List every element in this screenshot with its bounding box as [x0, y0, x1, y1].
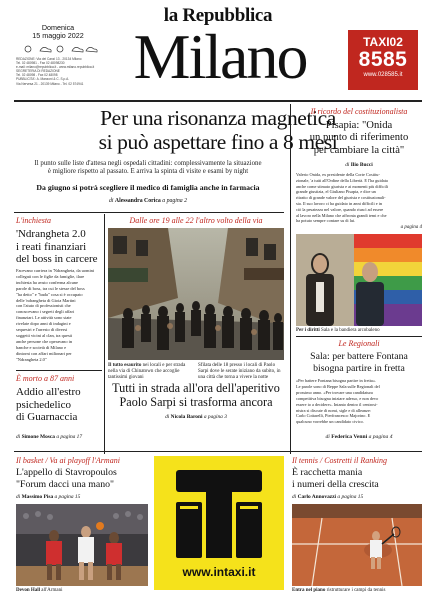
caption-text: Sala e la bandiera arcobaleno — [321, 328, 380, 333]
lead-deck-line: è migliore rispetto al passato. E arriva la spinta di visite e esami by night — [47, 168, 249, 176]
tennis-byline — [292, 494, 422, 500]
right-top-page: a pagina 4 — [400, 225, 422, 230]
left-col-divider — [104, 214, 105, 454]
byline-prefix: di — [16, 494, 21, 500]
byline-prefix: di — [16, 434, 21, 440]
center-headline-line: Paolo Sarpi si trasforma ancora — [119, 395, 273, 409]
lead-deck — [14, 160, 282, 177]
byline-page: a pagina 4 — [368, 434, 393, 440]
caption-bold: Per i diritti — [296, 328, 320, 333]
tennis-caption — [292, 588, 422, 594]
body-line: rivelate dopo anni di indagini e — [16, 321, 71, 327]
body-line: con l'aiuto di professionisti che — [16, 303, 71, 309]
left-body — [16, 268, 102, 363]
center-kicker: Dalle ore 19 alle 22 l'altro volto della via — [129, 216, 263, 225]
body-line: sequestri e l'arresto di diversi — [16, 327, 68, 333]
masthead-rule — [14, 100, 422, 102]
body-line: nistra si discute di nomi, sigle e di alleanze: — [296, 407, 372, 413]
basket-headline-line: L'appello di Stavropoulos — [16, 467, 117, 478]
info-line: e-mail: milano@repubblica.it - www.milano.repubblica.it — [16, 65, 95, 70]
byline-name: Simone Mosca — [21, 434, 55, 440]
tennis-headline-line: È racchetta mania — [292, 467, 363, 478]
weather-icons — [20, 43, 98, 55]
byline-name: Carlo Annovazzi — [297, 494, 337, 500]
right-col-divider — [290, 104, 291, 454]
body-line: "Ndrangheta 2.0" — [16, 356, 47, 362]
body-line: «Per battere Fontana bisogna partire in fretta». — [296, 378, 377, 383]
byline-prefix: di — [292, 494, 297, 500]
obit-byline — [16, 434, 102, 440]
tennis-kicker: Il tennis / Costretti il Ranking — [292, 456, 388, 465]
body-line: inchiesta ha avuto conferma alcune — [16, 279, 78, 285]
body-line: banche e società di Milano e — [16, 344, 67, 350]
basket-headline-line: "Forum dacci una mano" — [16, 478, 115, 490]
info-line: Tel. 02 480981 - Fax 02 48098230 — [16, 61, 65, 66]
right-top-headline[interactable] — [296, 120, 422, 157]
basketball-photo — [16, 504, 148, 586]
center-photo-caption — [108, 363, 192, 381]
taxi-ad-brand: TAXI — [363, 35, 390, 49]
body-line: prossimo anno. «Per trovare una candidatura — [296, 389, 373, 395]
city-title: Milano — [133, 21, 307, 92]
intaxi-url: www.intaxi.it — [182, 565, 256, 579]
lead-byline — [14, 198, 282, 204]
body-line: "ha detto" e "bada" cosa si è occupato — [16, 291, 83, 297]
left-headline-line: 'Ndrangheta 2.0 — [16, 228, 86, 240]
info-line: Tel. 02 48098 - Fax 02 48098 — [16, 73, 58, 78]
obit-headline[interactable] — [16, 386, 102, 424]
right-top-headline-line: un punto di riferimento — [309, 132, 409, 144]
flag-photo-caption — [296, 328, 422, 334]
body-line: essere io a decidere». Intanto dentro il centrosi- — [296, 401, 378, 407]
byline-prefix: di — [165, 414, 170, 420]
street-crowd-photo — [108, 228, 284, 360]
body-line: finanziari. Le attività sono state — [16, 315, 72, 321]
lead-headline-line: Per una risonanza magnetica — [100, 106, 336, 130]
right-mid-body — [296, 378, 422, 425]
basket-byline — [16, 494, 148, 500]
body-line: anche come stimato giurista e ai momenti più difficili — [296, 183, 389, 189]
center-byline — [108, 414, 284, 420]
body-line: delle 'ndrangheta di Gioia Martini — [16, 297, 76, 303]
byline-name: Federica Venni — [331, 434, 368, 440]
bottom-rule — [14, 451, 422, 452]
body-line: conoscevano i segreti degli affari — [16, 309, 75, 315]
taxi-ad-code: 02 — [389, 35, 403, 49]
right-mid-byline — [296, 434, 422, 440]
basket-headline[interactable] — [16, 467, 148, 490]
obit-headline-line: di Guarnaccia — [16, 411, 78, 423]
byline-page: a pagina 2 — [162, 198, 188, 204]
tennis-court-photo — [292, 504, 422, 586]
body-line: zionale, 'a tutti all'Ordine della Libertà. E l'ha guidata — [296, 177, 388, 183]
intaxi-ad[interactable] — [154, 456, 284, 590]
obit-kicker: È morto a 87 anni — [16, 374, 75, 383]
caption-text: all'Armani — [41, 588, 63, 593]
lead-headline-line: si può aspettare fino a 8 mesi — [98, 130, 338, 154]
info-line: PUBBLICITA': A. Manzoni & C. S.p.A. — [16, 77, 70, 82]
byline-prefix: di — [325, 434, 330, 440]
byline-page: a pagina 17 — [56, 434, 83, 440]
body-line: Facevano carriera in 'Ndrangheta, da uomini — [16, 268, 95, 273]
right-mid-headline[interactable] — [296, 351, 422, 375]
info-line: REDAZIONE: Via dei Canzi 13 - 20134 Milano — [16, 57, 82, 61]
date-day: Domenica — [41, 23, 75, 32]
body-line: Carlo Cottarelli, Pierfrancesco Majorino. E — [296, 413, 371, 419]
right-mid-headline-line: bisogna partire in fretta — [313, 362, 405, 374]
byline-name: Nicola Baroni — [170, 414, 203, 420]
byline-prefix: di — [108, 198, 114, 204]
right-top-headline-line: Pisapia: "Onida — [325, 120, 393, 131]
caption-bold: Devon Hall — [16, 588, 41, 593]
right-mid-rule — [296, 336, 422, 337]
body-line: al lavoro nella Milano che affronta grandi temi e che — [296, 212, 387, 218]
tennis-headline[interactable] — [292, 467, 422, 490]
rainbow-flag-photo — [296, 234, 422, 326]
obit-headline-line: psichedelico — [16, 398, 71, 411]
lead-rule — [14, 212, 284, 213]
masthead-info — [16, 57, 110, 86]
left-kicker: L'inchiesta — [16, 216, 52, 225]
body-line: grande giustizia, el Giuliano Pisapia, e dice un — [296, 189, 376, 195]
center-photo-caption-2: Sfilata delle 18 presso i locali di Paolo Sarpi dove le serate iniziano da subito, in una città che torna a vivere la notte — [198, 363, 281, 380]
right-top-kicker: Il ricordo del costituzionalista — [310, 107, 408, 116]
byline-page: a pagina 15 — [54, 494, 81, 500]
caption-bold: Entra nel piano — [292, 588, 326, 593]
right-top-headline-line: per cambiare la città" — [313, 144, 405, 156]
body-line: soggetti vicini al clan, tra questi — [16, 332, 73, 338]
left-headline[interactable] — [16, 228, 102, 266]
body-line: ritratto di grande valore del giurista e costituzionali- — [296, 195, 386, 201]
tennis-headline-line: i numeri della crescita — [292, 478, 379, 490]
lead-deck-line: Il punto sulle liste d'attesa negli ospedali cittadini: complessivamente la situazione — [34, 160, 262, 167]
intaxi-logo-icon — [176, 470, 262, 558]
date-full: 15 maggio 2022 — [32, 31, 84, 41]
lead-subhead[interactable]: Da giugno si potrà scegliere il medico di famiglia anche in farmacia — [36, 183, 260, 192]
body-line: competitiva bisogna iniziare adesso, e non devo — [296, 395, 379, 401]
basket-caption — [16, 588, 148, 594]
left-headline-line: del boss in carcere — [16, 253, 98, 265]
byline-page: a pagina 3 — [203, 414, 227, 420]
left-rule — [16, 370, 102, 371]
brand-logo: la Repubblica — [163, 5, 273, 26]
body-line: parole di boss, tra cui le stesse del boss — [16, 285, 85, 291]
center-headline-line: Tutti in strada all'ora dell'aperitivo — [112, 381, 280, 395]
obit-headline-line: Addio all'estro — [16, 386, 81, 398]
taxi-ad-url: www.028585.it — [363, 72, 403, 78]
body-line: Valerio Onida, ex presidente della Corte Costitu- — [296, 172, 380, 177]
taxi-ad[interactable] — [348, 30, 418, 90]
byline-page: a pagina 15 — [337, 494, 364, 500]
body-line: ciò la pesatezza nel valore, quando riuscì ad essere — [296, 206, 384, 212]
byline-name: Ilio Bucci — [350, 162, 373, 168]
caption-text: ristrutturare i campi da tennis — [326, 588, 386, 593]
right-mid-headline-line: Sala: per battere Fontana — [310, 351, 408, 362]
body-line: qualcuno vorrebbe un candidato civico. — [296, 419, 364, 425]
info-line: Via Nervesa 21 - 20139 Milano - Tel. 02 574941 — [16, 81, 84, 86]
info-line: SEGRETERIA DI REDAZIONE — [16, 69, 60, 74]
body-line: ha potuto sempre contare su di lui. — [296, 218, 356, 224]
right-mid-kicker: Le Regionali — [338, 339, 380, 348]
left-headline-line: i reati finanziari — [16, 240, 87, 253]
right-top-byline — [296, 162, 422, 168]
body-line: dintorni con affari milionari per — [16, 350, 72, 356]
body-line: Le parole sono di Beppe Sala sulle Regionali del — [296, 383, 380, 389]
body-line: anche persone che operavano in — [16, 338, 73, 344]
byline-name: Alessandra Corica — [114, 198, 161, 204]
byline-name: Massimo Pisa — [21, 494, 54, 500]
body-line: sta. Il suo lavoro ci ha guidato in anni difficili e in — [296, 200, 383, 206]
edition-date — [18, 24, 98, 41]
right-top-body — [296, 172, 422, 224]
body-line: collegati con le figlie da famiglie, ilare — [16, 273, 85, 279]
caption-text: nei locali e per strada nella via di Chinatown che accoglie tantissimi giovani — [108, 363, 186, 380]
taxi-ad-number: 8585 — [358, 48, 408, 71]
basket-kicker: Il basket / Va ai playoff l'Armani — [16, 456, 120, 465]
byline-prefix: di — [345, 162, 350, 168]
caption-bold: Il tutto esaurito — [108, 363, 142, 368]
center-headline[interactable] — [108, 381, 284, 409]
